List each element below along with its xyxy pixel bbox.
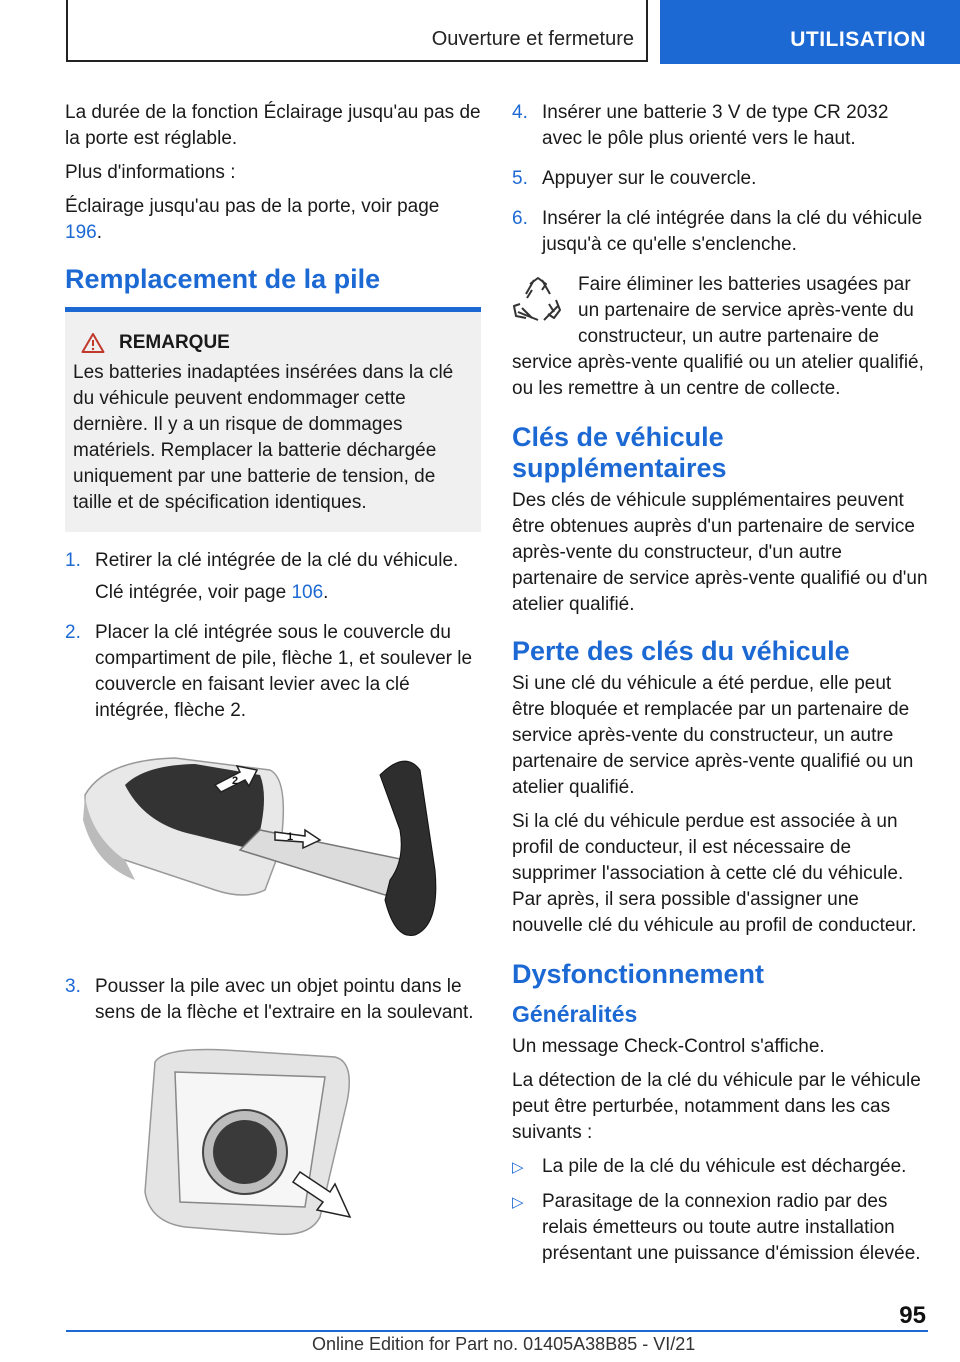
right-column: [512, 100, 928, 1275]
general-paragraph-2: La détection de la clé du véhicule par le véhicule peut être perturbée, notamment dans les cas suivants :: [512, 1070, 921, 1143]
arrow-label-2: 2: [231, 775, 239, 787]
general-paragraph-1: Un message Check-Control s'affiche.: [512, 1036, 825, 1057]
intro-paragraph: La durée de la fonction Éclairage jusqu'au pas de la porte est réglable.: [65, 102, 481, 149]
list-item: ▷ Parasitage de la connexion radio par des relais émetteurs ou toute autre installation présentant une puissance d'émission élevée.: [512, 1189, 928, 1267]
page-link-106[interactable]: 106: [291, 582, 324, 603]
header-chapter-box: [66, 0, 648, 62]
cross-reference: Clé intégrée, voir page 106.: [95, 582, 329, 603]
list-item: 2. Placer la clé intégrée sous le couvercle du compartiment de pile, flèche 1, et soulever le couvercle en faisant levier avec la clé intégrée, flèche 2.: [65, 620, 481, 730]
warning-icon: [81, 332, 105, 354]
header-section-tab: UTILISATION: [660, 0, 960, 64]
more-info-label: Plus d'informations :: [65, 162, 236, 183]
list-item: ▷ La pile de la clé du véhicule est déchargée.: [512, 1154, 928, 1181]
heading-battery-replacement: Remplacement de la pile: [65, 264, 381, 294]
step-number: 3.: [65, 976, 81, 997]
battery-removal-illustration: [65, 1042, 481, 1242]
steps-list-2: [65, 974, 481, 1032]
page-link-196[interactable]: 196: [65, 222, 97, 243]
bullet-triangle-icon: ▷: [512, 1159, 524, 1176]
key-opening-illustration: [65, 740, 481, 950]
list-item: 1. Retirer la clé intégrée de la clé du véhicule. Clé intégrée, voir page 106.: [65, 548, 481, 612]
arrow-label-1: 1: [286, 831, 294, 843]
notice-box: [65, 312, 481, 532]
extra-keys-paragraph: Des clés de véhicule supplémentaires peuvent être obtenues auprès d'un partenaire de service après-vente du constructeur, d'un autre partenaire de service après-vente qualifié ou d'un atelier qualifié.: [512, 490, 928, 615]
step-number: 5.: [512, 168, 528, 189]
steps-list-3: [512, 100, 928, 264]
left-column: [65, 100, 481, 1266]
lost-keys-paragraph-1: Si une clé du véhicule a été perdue, elle peut être bloquée et remplacée par un partenaire de service après-vente du constructeur, un autre partenaire de service après-vente qualifié ou un atelier qualifié.: [512, 673, 914, 798]
cross-reference: Éclairage jusqu'au pas de la porte, voir page 196.: [65, 196, 440, 243]
heading-general: Généralités: [512, 1001, 638, 1027]
list-item: 3. Pousser la pile avec un objet pointu dans le sens de la flèche et l'extraire en la soulevant.: [65, 974, 481, 1032]
figure-key-opening: [65, 740, 481, 958]
lost-keys-paragraph-2: Si la clé du véhicule perdue est associée à un profil de conducteur, il est nécessaire de supprimer l'association à cette clé du véhicule. Par après, il sera possible d'assigner une nouvelle clé du véhicule au profil de conducteur.: [512, 811, 917, 936]
recycling-text: Faire éliminer les batteries usagées par un partenaire de service après-vente du constructeur, un autre partenaire de service après-vente qualifié ou un atelier qualifié, ou les remettre à un centre de collecte.: [512, 274, 924, 399]
recycle-icon: [512, 276, 564, 326]
steps-list-1: [65, 548, 481, 730]
header-chapter: Ouverture et fermeture: [431, 28, 634, 50]
footer-rule: [66, 1330, 928, 1332]
cases-list: [512, 1154, 928, 1267]
list-item: 4. Insérer une batterie 3 V de type CR 2032 avec le pôle plus orienté vers le haut.: [512, 100, 928, 158]
notice-title: REMARQUE: [81, 330, 473, 356]
step-number: 1.: [65, 550, 81, 571]
figure-battery-removal: [65, 1042, 481, 1250]
heading-extra-keys: Clés de véhicule supplémentaires: [512, 422, 727, 483]
footer-edition: Online Edition for Part no. 01405A38B85 - VI/21: [312, 1334, 696, 1354]
step-number: 4.: [512, 102, 528, 123]
step-number: 6.: [512, 208, 528, 229]
heading-lost-keys: Perte des clés du véhicule: [512, 636, 850, 666]
list-item: 6. Insérer la clé intégrée dans la clé du véhicule jusqu'à ce qu'elle s'enclenche.: [512, 206, 928, 264]
page-number: 95: [899, 1302, 926, 1329]
notice-body: Les batteries inadaptées insérées dans la clé du véhicule peuvent endommager cette dernière. Il y a un risque de dommages matériels. Remplacer la batterie déchargée uniquement par une batterie de tension, de taille et de spécification identiques.: [73, 362, 454, 513]
step-number: 2.: [65, 622, 81, 643]
recycling-note: [512, 272, 928, 402]
list-item: 5. Appuyer sur le couvercle.: [512, 166, 928, 198]
heading-malfunction: Dysfonctionnement: [512, 959, 765, 989]
bullet-triangle-icon: ▷: [512, 1194, 524, 1211]
